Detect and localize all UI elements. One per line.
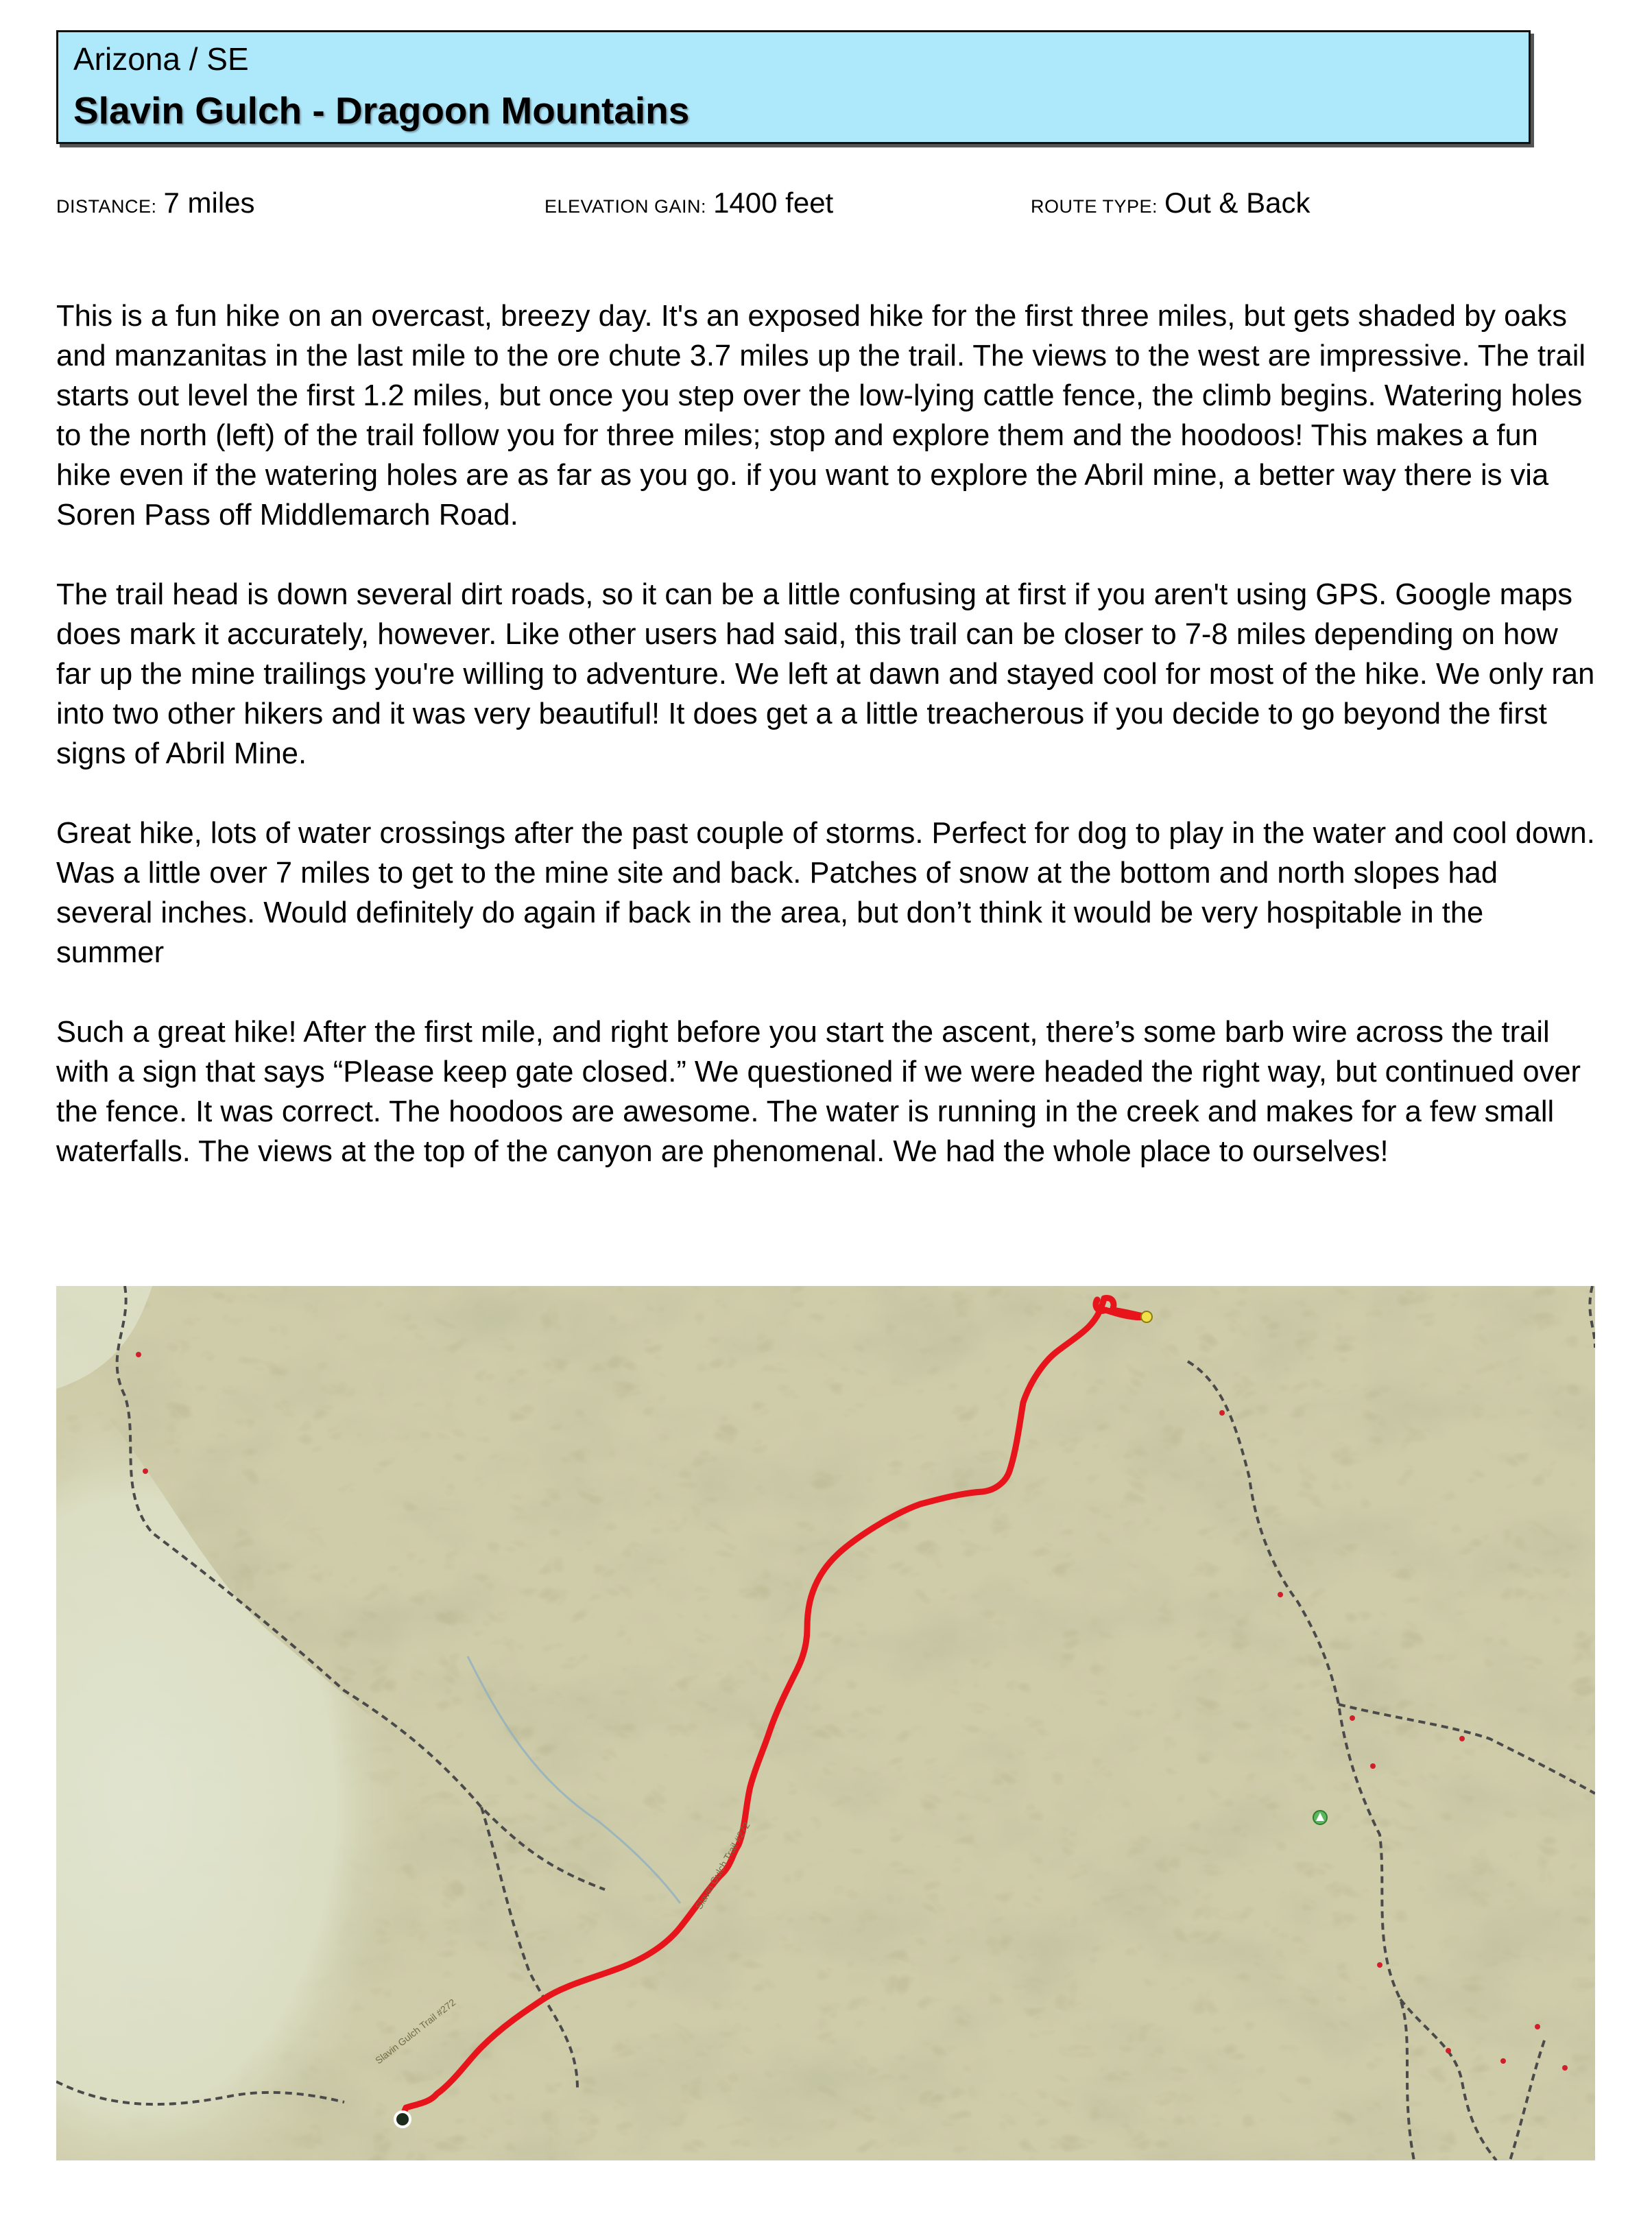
distance-stat bbox=[56, 187, 255, 219]
page-title: Slavin Gulch - Dragoon Mountains bbox=[73, 89, 690, 132]
campsite-marker[interactable] bbox=[1313, 1811, 1327, 1824]
review-paragraph: The trail head is down several dirt roads, so it can be a little confusing at first if you aren't using GPS. Google maps does mark it accurately, however. Like other users had said, this trail can be closer to 7-8 miles depending on how far up the mine trailings you're willing to adventure. We left at dawn and stayed cool for most of the hike. We only ran into two other hikers and it was very beautiful! It does get a a little treacherous if you decide to go beyond the first signs of Abril Mine. bbox=[56, 578, 1595, 770]
trail-name-label: Slavin Gulch Trail #272 bbox=[693, 1820, 752, 1911]
trail-stats bbox=[0, 187, 1652, 228]
elevation-label: ELEVATION GAIN: bbox=[544, 196, 707, 217]
route-type-label: ROUTE TYPE: bbox=[1031, 196, 1158, 217]
distance-value: 7 miles bbox=[163, 187, 255, 219]
review-paragraph: This is a fun hike on an overcast, breezy day. It's an exposed hike for the first three miles, but gets shaded by oaks and manzanitas in the last mile to the ore chute 3.7 miles up the trail. The views to the west are impressive. The trail starts out level the first 1.2 miles, but once you step over the low-lying cattle fence, the climb begins. Watering holes to the north (left) of the trail follow you for three miles; stop and explore them and the hoodoos! This makes a fun hike even if the watering holes are as far as you go. if you want to explore the Abril mine, a better way there is via Soren Pass off Middlemarch Road. bbox=[56, 300, 1586, 532]
review-paragraph: Such a great hike! After the first mile, and right before you start the ascent, there’s some barb wire across the trail with a sign that says “Please keep gate closed.” We questioned if we were headed the right way, but continued over the fence. It was correct. The hoodoos are awesome. The water is running in the creek and makes for a few small waterfalls. The views at the top of the canyon are phenomenal. We had the whole place to ourselves! bbox=[56, 1016, 1581, 1168]
distance-label: DISTANCE: bbox=[56, 196, 157, 217]
elevation-value: 1400 feet bbox=[713, 187, 834, 219]
review-paragraph: Great hike, lots of water crossings after the past couple of storms. Perfect for dog to play in the water and cool down. Was a little over 7 miles to get to the mine site and back. Patches of snow at the bottom and north slopes had several inches. Would definitely do again if back in the area, but don’t think it would be very hospitable in the summer bbox=[56, 817, 1595, 969]
route-type-value: Out & Back bbox=[1164, 187, 1310, 219]
trailhead-start-marker[interactable] bbox=[395, 2112, 410, 2127]
elevation-stat bbox=[544, 187, 833, 219]
region-label: Arizona / SE bbox=[73, 41, 249, 77]
trail-end-marker[interactable] bbox=[1141, 1311, 1152, 1322]
route-type-stat bbox=[1031, 187, 1310, 219]
title-box bbox=[56, 30, 1531, 144]
trail-name-label: Slavin Gulch Trail #272 bbox=[372, 1997, 458, 2066]
topo-map-svg bbox=[56, 1286, 1595, 2160]
reviews bbox=[56, 296, 1599, 1211]
trail-map[interactable] bbox=[56, 1286, 1595, 2160]
